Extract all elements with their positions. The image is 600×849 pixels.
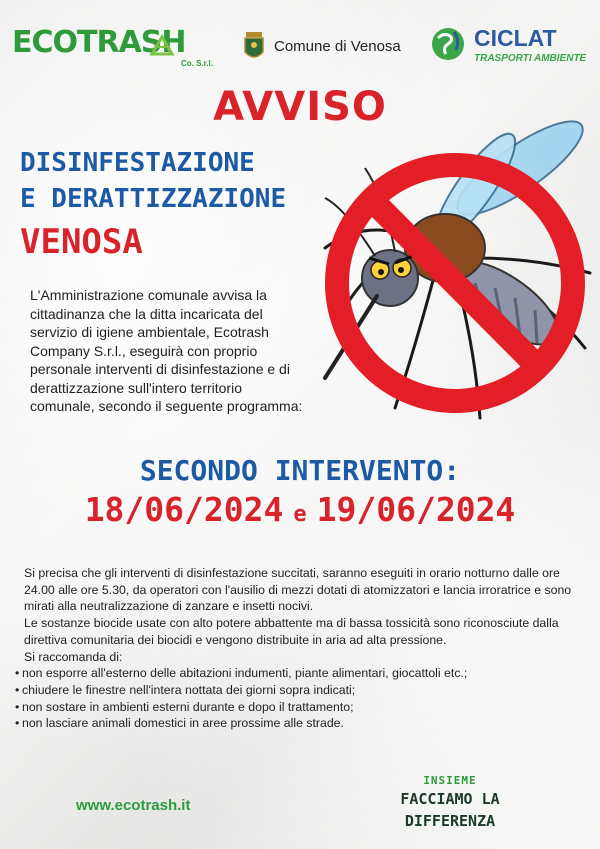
ecotrash-logo-part1: ECO [12, 25, 78, 60]
schedule-date-2: 19/06/2024 [316, 490, 516, 529]
list-item: • non lasciare animali domestici in aree prossime alle strade. [16, 715, 586, 732]
list-item: • non sostare in ambienti esterni durante e dopo il trattamento; [16, 699, 586, 716]
schedule-heading: SECONDO INTERVENTO: [139, 454, 461, 487]
notice-label: AVVISO [213, 84, 387, 130]
ciclat-tagline: TRASPORTI AMBIENTE [474, 53, 587, 64]
ciclat-globe-icon [430, 26, 466, 62]
ciclat-logo [430, 24, 595, 68]
no-mosquito-icon [305, 98, 595, 428]
list-item: • non esporre all'esterno delle abitazioni indumenti, piante alimentari, giocattoli etc.; [16, 665, 586, 682]
details-paragraph-2: Le sostanze biocide usate con alto potere abbattente ma di bassa tossicità sono riconosciute dalla direttiva comunitaria dei biocidi e vengono distribuite in aria ad alta pressione. [24, 616, 559, 647]
notice-title-line2: E DERATTIZZAZIONE [20, 184, 287, 214]
notice-title-line1: DISINFESTAZIONE [20, 148, 255, 178]
venosa-crest-icon [242, 30, 266, 64]
comune-venosa-logo [242, 30, 417, 66]
website-link[interactable]: www.ecotrash.it [76, 797, 191, 814]
slogan [385, 774, 515, 831]
slogan-line-1: INSIEME [423, 774, 477, 787]
ecotrash-logo [12, 26, 217, 72]
municipality-name: Comune di Venosa [274, 38, 401, 55]
notice-location: VENOSA [20, 222, 143, 262]
ecotrash-company-suffix: Co. S.r.l. [180, 59, 213, 68]
schedule-conjunction: e [293, 502, 307, 527]
schedule-dates [0, 490, 600, 529]
recommendations-list [16, 665, 586, 732]
details-section [16, 565, 586, 732]
list-item: • chiudere le finestre nell'intera nottata dei giorni sopra indicati; [16, 682, 586, 699]
details-paragraph-1: Si precisa che gli interventi di disinfestazione succitati, saranno eseguiti in orario notturno dalle ore 24.00 alle ore 5.30, da operatori con l'ausilio di mezzi dotati di atomizzatori e lancia irroratrice e sono mirati alla neutralizzazione di zanzare e insetti nocivi. [24, 566, 572, 614]
ecotrash-recycle-icon [148, 34, 176, 58]
schedule-date-1: 18/06/2024 [84, 490, 284, 529]
slogan-line-2: FACCIAMO LA [400, 790, 500, 808]
notice-intro: L'Amministrazione comunale avvisa la cittadinanza che la ditta incaricata del servizio di igiene ambientale, Ecotrash Company S.r.l., eseguirà con proprio personale interventi di disinfestazione e di derattizzazione sull'intero territorio comunale, secondo il seguente programma: [30, 287, 303, 414]
recommend-heading: Si raccomanda di: [24, 649, 123, 664]
ciclat-name: CICLAT [474, 25, 557, 51]
slogan-line-3: DIFFERENZA [404, 812, 496, 830]
ecotrash-logo-part2: TRASH [77, 25, 186, 60]
